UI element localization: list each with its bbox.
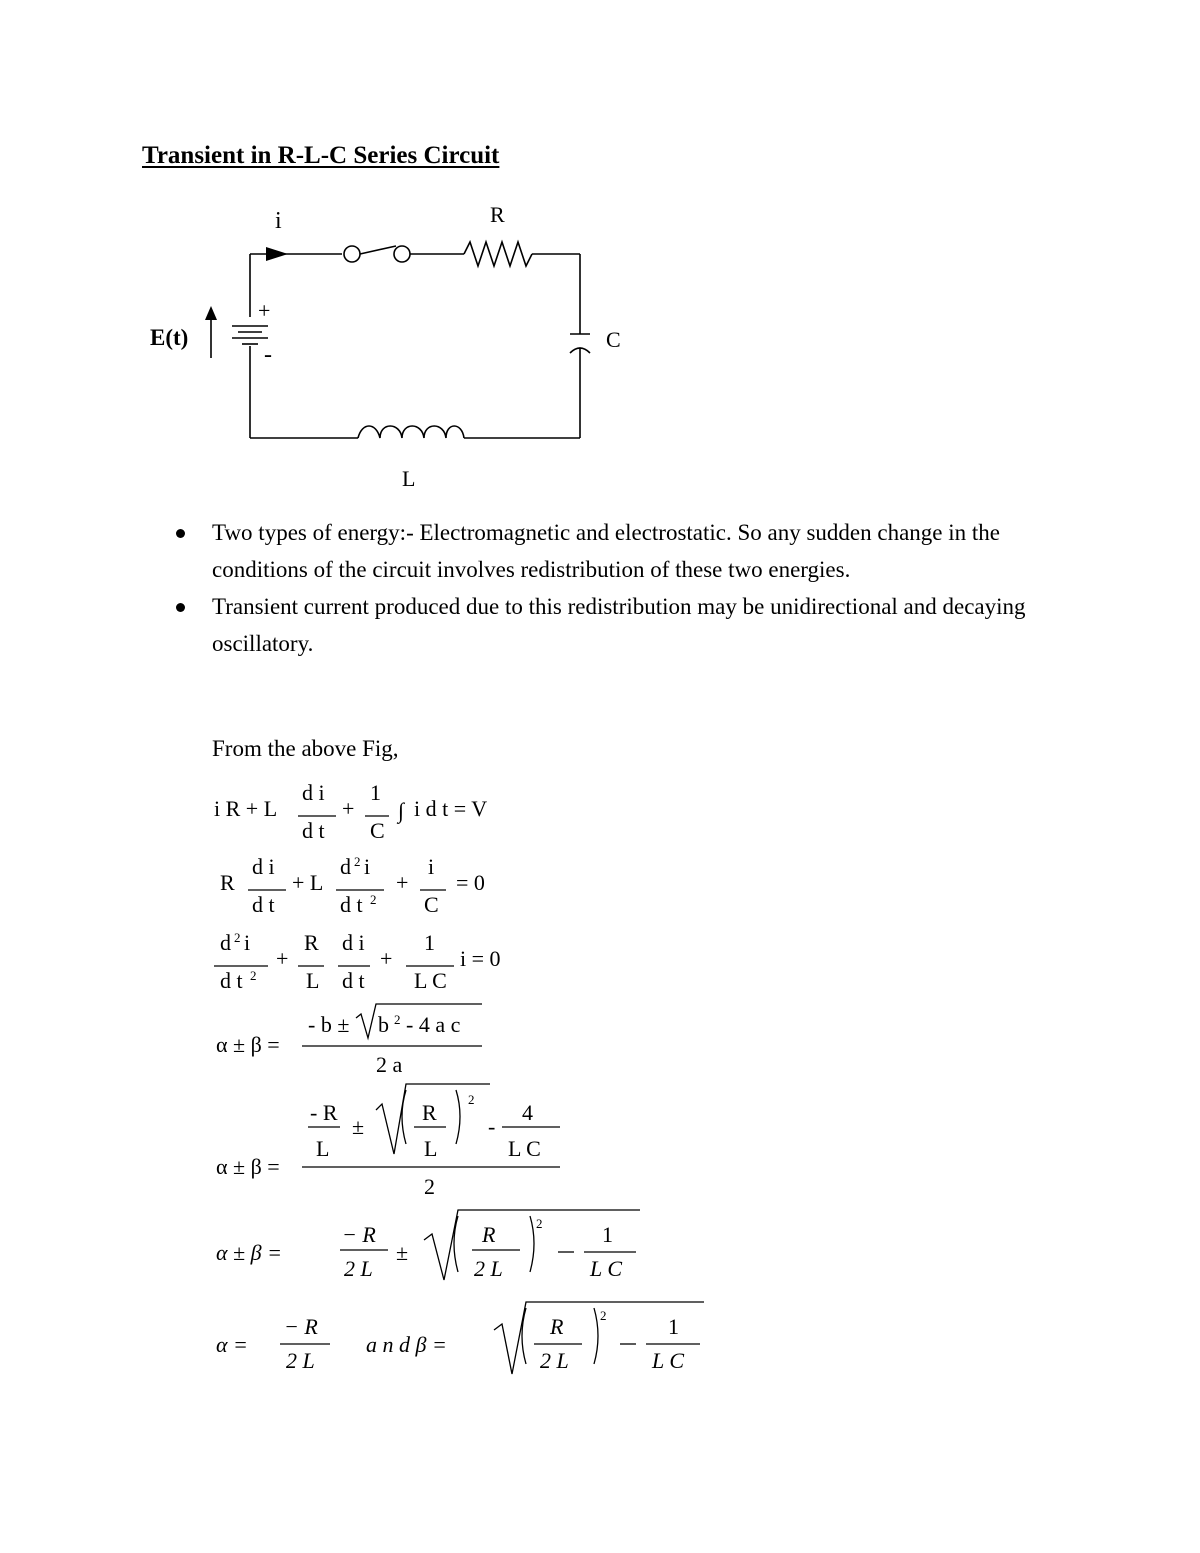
svg-text:+ L: + L (292, 870, 324, 895)
svg-text:1: 1 (370, 780, 381, 805)
svg-text:b: b (378, 1012, 389, 1037)
list-item (170, 588, 1050, 662)
capacitor-label: C (606, 327, 621, 352)
svg-text:d i: d i (252, 854, 275, 879)
svg-text:- b ±: - b ± (308, 1012, 350, 1037)
equation-1 (214, 780, 487, 843)
svg-text:4: 4 (522, 1100, 533, 1125)
svg-text:i = 0: i = 0 (460, 946, 501, 971)
current-arrow-icon (266, 247, 288, 261)
svg-text:i: i (428, 854, 435, 879)
source-label: E(t) (150, 325, 189, 350)
rlc-circuit-diagram (130, 190, 650, 500)
svg-text:2 a: 2 a (376, 1052, 403, 1077)
svg-text:i R + L: i R + L (214, 796, 278, 821)
minus-sign: - (264, 342, 272, 368)
current-label: i (275, 208, 282, 234)
svg-text:- 4 a c: - 4 a c (406, 1012, 461, 1037)
svg-text:d t: d t (340, 892, 363, 917)
page-title: Transient in R-L-C Series Circuit (142, 142, 500, 169)
svg-text:2 L: 2 L (286, 1348, 315, 1373)
svg-text:i: i (244, 930, 251, 955)
svg-text:α ± β =: α ± β = (216, 1032, 280, 1057)
equation-7 (216, 1308, 684, 1373)
bullet-text: Two types of energy:- Electromagnetic and electrostatic. So any sudden change in the conditions of the circuit involves redistribution of these two energies. (212, 520, 1001, 582)
svg-text:d i: d i (342, 930, 365, 955)
svg-text:±: ± (396, 1240, 409, 1265)
svg-text:+: + (342, 796, 355, 821)
bullet-icon (176, 603, 185, 612)
svg-text:C: C (370, 818, 385, 843)
svg-text:L C: L C (652, 1348, 685, 1373)
svg-text:+: + (396, 870, 409, 895)
svg-text:α ± β =: α ± β = (216, 1154, 280, 1179)
equations-block (210, 770, 730, 1390)
plus-sign: + (258, 298, 271, 323)
svg-text:α ± β =: α ± β = (216, 1240, 282, 1265)
svg-text:R: R (304, 930, 319, 955)
svg-text:i d t = V: i d t = V (414, 796, 488, 821)
svg-text:L: L (306, 968, 320, 993)
svg-text:2: 2 (394, 1012, 401, 1027)
svg-text:1: 1 (668, 1314, 679, 1339)
svg-text:R: R (422, 1100, 437, 1125)
svg-text:d t: d t (220, 968, 243, 993)
equation-4 (216, 1012, 461, 1077)
bullet-text: Transient current produced due to this redistribution may be unidirectional and decaying oscillatory. (212, 594, 1026, 656)
svg-text:- R: - R (310, 1100, 338, 1125)
list-item (170, 514, 1050, 588)
svg-text:L C: L C (414, 968, 447, 993)
svg-text:2 L: 2 L (474, 1256, 503, 1281)
resistor-label: R (490, 202, 505, 227)
svg-text:2: 2 (600, 1308, 607, 1323)
equation-2 (220, 854, 485, 917)
svg-text:+: + (380, 946, 393, 971)
svg-text:d i: d i (302, 780, 325, 805)
inductor-label: L (402, 466, 416, 491)
svg-text:1: 1 (602, 1222, 613, 1247)
svg-text:α =: α = (216, 1332, 248, 1357)
svg-text:− R: − R (342, 1222, 376, 1247)
svg-text:2: 2 (424, 1174, 435, 1199)
svg-text:2: 2 (370, 892, 377, 907)
svg-text:R: R (482, 1222, 496, 1247)
svg-text:+: + (276, 946, 289, 971)
svg-text:L C: L C (508, 1136, 541, 1161)
svg-text:C: C (424, 892, 439, 917)
svg-text:2 L: 2 L (344, 1256, 373, 1281)
svg-text:d: d (340, 854, 351, 879)
svg-text:R: R (220, 870, 235, 895)
svg-text:1: 1 (424, 930, 435, 955)
svg-text:L: L (316, 1136, 330, 1161)
svg-text:∫: ∫ (398, 798, 405, 823)
svg-text:±: ± (352, 1114, 365, 1139)
equation-6 (216, 1216, 622, 1281)
source-arrow-icon (205, 306, 217, 320)
lead-text: From the above Fig, (212, 736, 399, 761)
bullet-icon (176, 529, 185, 538)
svg-text:d t: d t (342, 968, 365, 993)
svg-text:d: d (220, 930, 231, 955)
svg-text:d t: d t (252, 892, 275, 917)
svg-text:L: L (424, 1136, 438, 1161)
svg-text:2: 2 (354, 854, 361, 869)
svg-text:-: - (488, 1114, 496, 1139)
svg-text:2: 2 (250, 968, 257, 983)
svg-text:− R: − R (284, 1314, 318, 1339)
svg-text:2: 2 (536, 1216, 543, 1231)
svg-text:2 L: 2 L (540, 1348, 569, 1373)
svg-text:2: 2 (234, 930, 241, 945)
bullet-list (170, 514, 1050, 662)
svg-text:2: 2 (468, 1092, 475, 1107)
equation-3 (220, 930, 501, 993)
svg-text:i: i (364, 854, 371, 879)
svg-text:a n d β =: a n d β = (366, 1332, 447, 1357)
svg-text:L C: L C (590, 1256, 623, 1281)
svg-text:R: R (550, 1314, 564, 1339)
svg-text:= 0: = 0 (456, 870, 485, 895)
svg-text:d t: d t (302, 818, 325, 843)
